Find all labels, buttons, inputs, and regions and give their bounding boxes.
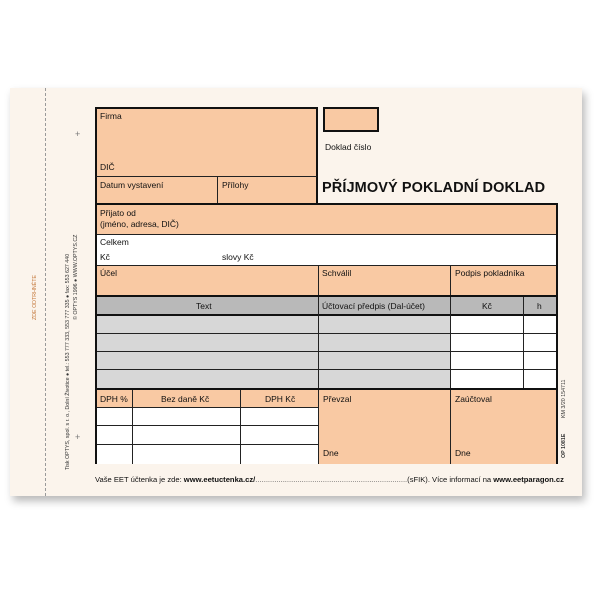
celkem-label: Celkem xyxy=(100,237,129,247)
zauctoval-date-label: Dne xyxy=(455,448,471,458)
ucel-label: Účel xyxy=(100,268,118,278)
bez-dane-label: Bez daně Kč xyxy=(161,394,210,404)
kc-label: Kč xyxy=(100,252,110,262)
dph-pct-cells[interactable] xyxy=(97,408,132,464)
kc-column[interactable] xyxy=(451,316,523,389)
doklad-cislo-box[interactable] xyxy=(323,107,379,132)
dph-row xyxy=(97,444,318,445)
eet-prefix: Vaše EET účtenka je zde: xyxy=(95,475,184,484)
tear-off-line xyxy=(45,88,46,496)
eet-url-2[interactable]: www.eetparagon.cz xyxy=(493,475,564,484)
zauctoval-label: Zaúčtoval xyxy=(455,394,492,404)
doklad-cislo-label: Doklad číslo xyxy=(325,142,372,152)
table-col-divider-2 xyxy=(450,297,451,389)
prijato-sublabel: (jméno, adresa, DIČ) xyxy=(100,219,179,229)
dph-kc-label: DPH Kč xyxy=(265,394,296,404)
prevzal-label: Převzal xyxy=(323,394,352,404)
predpis-column[interactable] xyxy=(319,316,450,389)
table-row xyxy=(97,351,556,352)
datum-field[interactable] xyxy=(96,177,216,204)
table-col-divider-3 xyxy=(523,297,524,389)
dph-pct-label: DPH % xyxy=(100,394,128,404)
prilohy-label: Přílohy xyxy=(222,180,249,190)
dic-label: DIČ xyxy=(100,162,115,172)
eet-dots: ........................................................................ xyxy=(255,475,408,484)
prevzal-date-label: Dne xyxy=(323,448,339,458)
podpis-label: Podpis pokladníka xyxy=(455,268,525,278)
plus-mark-top: + xyxy=(75,129,81,139)
form-code: OP 1081E xyxy=(561,433,567,458)
datum-label: Datum vystavení xyxy=(100,180,164,190)
table-col-divider-1 xyxy=(318,297,319,389)
h-column[interactable] xyxy=(524,316,556,389)
table-row xyxy=(97,333,556,334)
col-text-header: Text xyxy=(196,301,212,311)
prijato-label: Přijato od xyxy=(100,208,136,218)
firma-label: Firma xyxy=(100,111,122,121)
copyright-info: © OPTYS 1996 ● WWW.OPTYS.CZ xyxy=(73,234,79,320)
slovy-label: slovy Kč xyxy=(222,252,254,262)
bez-dane-cells[interactable] xyxy=(133,408,240,464)
form-code-sub: KM 3/20 154711 xyxy=(561,379,567,418)
eet-footer xyxy=(95,476,564,484)
celkem-field[interactable] xyxy=(97,235,556,265)
plus-mark-bottom: + xyxy=(75,432,81,442)
firma-box[interactable] xyxy=(95,107,318,177)
eet-url-1[interactable]: www.eetuctenka.cz/ xyxy=(183,475,256,484)
form-title: PŘÍJMOVÝ POKLADNÍ DOKLAD xyxy=(322,180,546,196)
col-predpis-header: Účtovací předpis (Dal-účet) xyxy=(322,301,425,311)
ucel-field[interactable] xyxy=(97,266,318,295)
tear-here-label: ZDE ODTRHNĚTE xyxy=(32,274,38,320)
col-h-header: h xyxy=(537,301,542,311)
table-row xyxy=(97,369,556,370)
eet-mid: (sFIK). Více informací na xyxy=(407,475,494,484)
dph-row xyxy=(97,425,318,426)
dph-kc-cells[interactable] xyxy=(241,408,318,464)
text-column[interactable] xyxy=(97,316,318,389)
printer-info: Tisk OPTYS, spol. s r. o., Dolní Životice ● tel.: 553 777 333, 553 777 335 ● fax: 553 627 440 xyxy=(65,253,71,470)
col-kc-header: Kč xyxy=(482,301,492,311)
schvalil-label: Schválil xyxy=(322,268,352,278)
